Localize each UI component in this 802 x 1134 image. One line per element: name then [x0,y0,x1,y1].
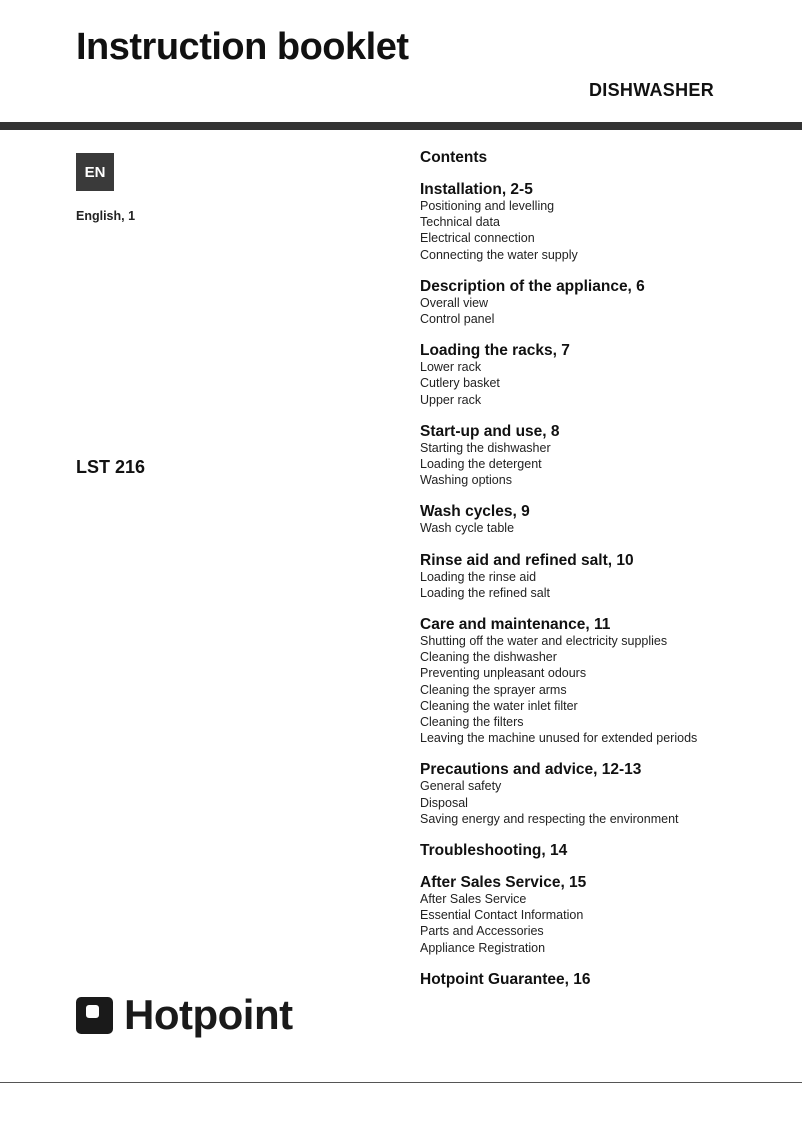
brand-logo [76,990,293,1040]
contents-section [420,761,790,827]
model-number: LST 216 [76,457,146,477]
section-item: Loading the refined salt [420,585,550,600]
hotpoint-logo-icon [76,997,113,1034]
section-title: Care and maintenance, 11 [420,616,611,634]
section-item: Parts and Accessories [420,924,544,939]
section-item: Cutlery basket [420,376,500,391]
section-item: Electrical connection [420,231,535,246]
section-item: Saving energy and respecting the environment [420,811,679,826]
section-title: Description of the appliance, 6 [420,277,645,295]
header-divider [0,122,802,130]
section-title: Installation, 2-5 [420,181,533,198]
contents-section [420,342,790,408]
section-item: Cleaning the dishwasher [420,650,557,665]
section-title: Troubleshooting, 14 [420,842,568,860]
product-type: DISHWASHER [588,80,714,100]
contents-heading: Contents [420,149,488,166]
section-item: Shutting off the water and electricity supplies [420,634,668,649]
section-item: General safety [420,779,502,794]
brand-wordmark: Hotpoint [124,991,293,1038]
contents-section [420,616,790,746]
contents-section [420,181,790,263]
section-item: Connecting the water supply [420,247,578,262]
section-title: Wash cycles, 9 [420,503,530,521]
section-item: Positioning and levelling [420,199,555,213]
section-title: Loading the racks, 7 [420,342,570,360]
section-item: Control panel [420,312,495,327]
section-item: Lower rack [420,360,482,375]
contents-section [420,874,790,956]
section-title: Rinse aid and refined salt, 10 [420,551,634,569]
section-item: Starting the dishwasher [420,440,551,455]
contents-section [420,971,790,988]
section-item: Preventing unpleasant odours [420,666,587,681]
section-item: Cleaning the water inlet filter [420,698,578,713]
section-item: Cleaning the filters [420,715,524,730]
booklet-title: Instruction booklet [76,26,409,68]
section-title: After Sales Service, 15 [420,874,587,892]
section-item: After Sales Service [420,892,527,907]
section-item: Wash cycle table [420,521,515,536]
contents-sections [420,181,790,988]
section-item: Upper rack [420,392,482,407]
section-item: Loading the detergent [420,457,542,472]
footer-divider [0,1082,802,1083]
section-item: Overall view [420,295,489,310]
contents-section [420,842,790,859]
contents-section [420,423,790,489]
section-item: Technical data [420,215,500,230]
section-item: Disposal [420,795,468,810]
table-of-contents [420,148,790,1003]
section-item: Appliance Registration [420,940,546,955]
section-title: Precautions and advice, 12-13 [420,761,642,779]
section-item: Cleaning the sprayer arms [420,682,567,697]
section-title: Start-up and use, 8 [420,422,560,440]
contents-section [420,552,790,601]
section-item: Essential Contact Information [420,908,584,923]
section-item: Loading the rinse aid [420,569,537,584]
language-badge: EN [76,153,114,191]
contents-section [420,503,790,536]
language-entry: English, 1 [76,209,136,223]
section-item: Leaving the machine unused for extended periods [420,731,698,746]
section-title: Hotpoint Guarantee, 16 [420,970,591,988]
contents-section [420,278,790,327]
section-item: Washing options [420,473,512,488]
